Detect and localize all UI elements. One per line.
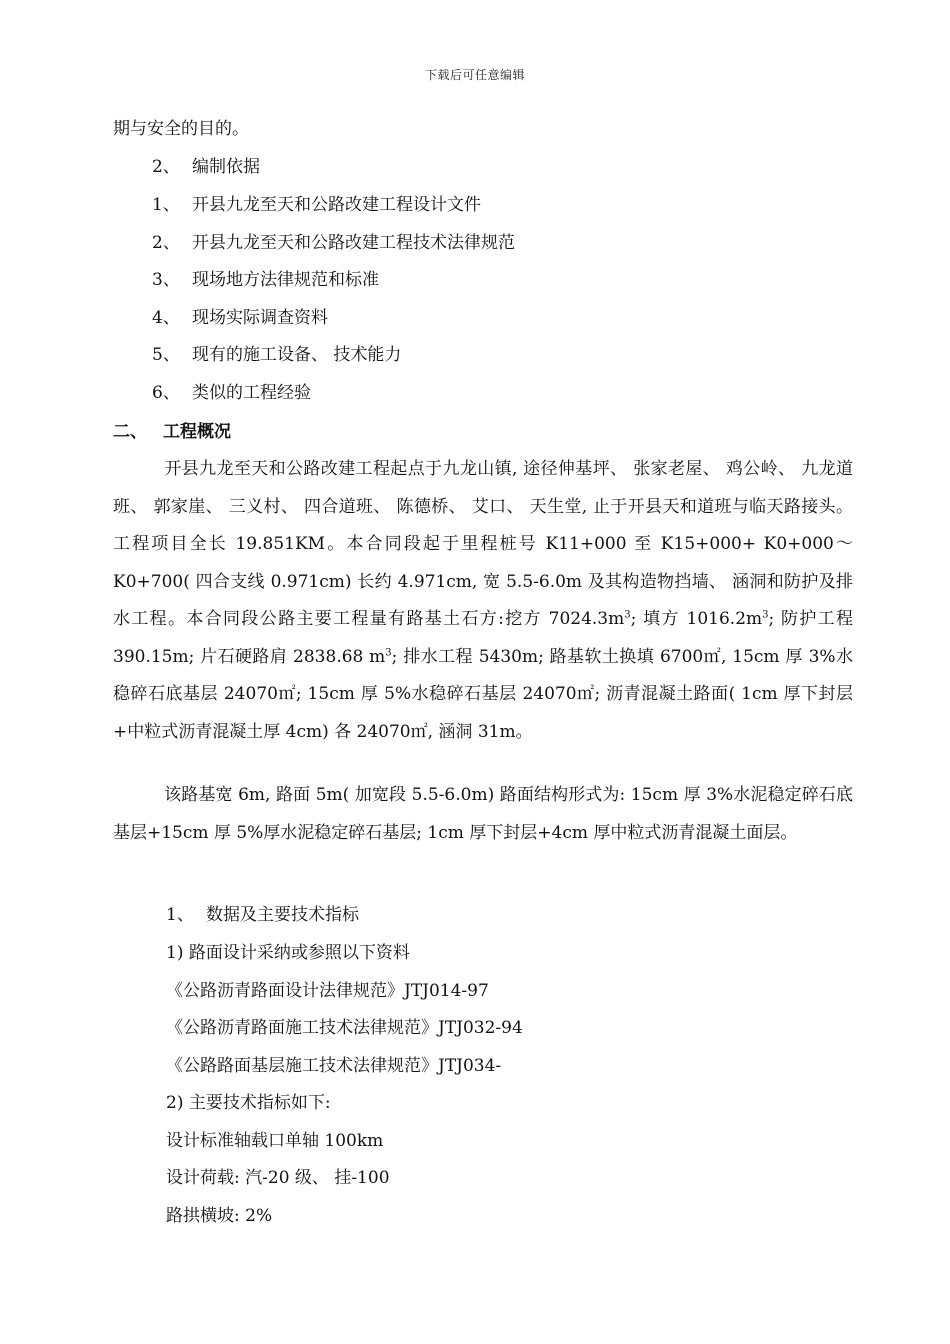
basis-item-number: 2、 [152, 233, 180, 253]
reference-intro: 1) 路面设计采纳或参照以下资料 [166, 943, 410, 963]
reference-item-2: 《公路沥青路面施工技术法律规范》JTJ032-94 [166, 1018, 523, 1038]
basis-item-text: 类似的工程经验 [192, 383, 311, 403]
spec-item-2: 设计荷载: 汽-20 级、 挂-100 [166, 1168, 390, 1188]
basis-item-1 [152, 193, 481, 217]
basis-item-number: 3、 [152, 270, 180, 290]
continuation-line: 期与安全的目的。 [113, 119, 249, 139]
structure-text: 该路基宽 6m, 路面 5m( 加宽段 5.5-6.0m) 路面结构形式为: 15cm 厚 3%水泥稳定碎石底基层+15cm 厚 5%厚水泥稳定碎石基层; 1cm 厚下封层+4cm 厚中粒式沥青混凝土面层。 [113, 785, 853, 843]
basis-item-number: 1、 [152, 195, 180, 215]
basis-item-2 [152, 231, 515, 255]
superscript: 3 [762, 609, 769, 621]
structure-paragraph [113, 777, 853, 852]
indicators-number: 1、 [166, 905, 194, 925]
section-heading [113, 420, 231, 444]
basis-item-number: 5、 [152, 345, 180, 365]
overview-text-c: ; 防护工程 390.15m; 片石硬路肩 2838.68 m [113, 609, 854, 667]
page-header: 下载后可任意编辑 [424, 68, 525, 82]
basis-item-text: 开县九龙至天和公路改建工程技术法律规范 [192, 233, 515, 253]
basis-item-text: 现有的施工设备、 技术能力 [192, 345, 402, 365]
basis-heading [152, 155, 260, 179]
specs-intro: 2) 主要技术指标如下: [166, 1093, 331, 1113]
spec-item-1: 设计标准轴载口单轴 100km [166, 1131, 384, 1151]
section-number: 二、 [113, 422, 147, 442]
indicators-title: 数据及主要技术指标 [206, 905, 359, 925]
basis-item-number: 6、 [152, 383, 180, 403]
basis-item-text: 现场地方法律规范和标准 [192, 270, 379, 290]
section-title: 工程概况 [163, 422, 231, 442]
overview-text-d: ; 排水工程 5430m; 路基软土换填 6700㎡, 15cm 厚 3%水稳碎石底基层 24070㎡; 15cm 厚 5%水稳碎石基层 24070㎡; 沥青混凝土路面( 1cm 厚下封层+中粒式沥青混凝土厚 4cm) 各 24070㎡, 涵洞 31m。 [113, 646, 853, 742]
basis-item-4 [152, 306, 328, 330]
basis-item-6 [152, 381, 311, 405]
basis-item-5 [152, 343, 401, 367]
basis-item-3 [152, 268, 379, 292]
basis-item-text: 开县九龙至天和公路改建工程设计文件 [192, 195, 481, 215]
superscript: 3 [385, 646, 392, 658]
basis-number: 2、 [152, 157, 180, 177]
spec-item-3: 路拱横坡: 2% [166, 1206, 273, 1226]
reference-item-1: 《公路沥青路面设计法律规范》JTJ014-97 [166, 981, 489, 1001]
overview-text-a: 开县九龙至天和公路改建工程起点于九龙山镇, 途径伸基坪、 张家老屋、 鸡公岭、 九龙道班、 郭家崖、 三义村、 四合道班、 陈德桥、 艾口、 天生堂, 止于开县天和道班与临天路接头。工程项目全长 19.851KM。本合同段起于里程桩号 K11+000 至 K15+000+ K0+000～K0+700( 四合支线 0.971cm) 长约 4.971cm, 宽 5.5-6.0m 及其构造物挡墙、 涵洞和防护及排水工程。本合同段公路主要工程量有路基土石方:挖方 7024.3m [113, 459, 853, 629]
reference-item-3: 《公路路面基层施工技术法律规范》JTJ034- [166, 1056, 502, 1076]
overview-text-b: ; 填方 1016.2m [630, 609, 763, 629]
basis-title: 编制依据 [192, 157, 260, 177]
indicators-heading [166, 903, 359, 927]
basis-item-text: 现场实际调查资料 [192, 308, 328, 328]
overview-paragraph [113, 451, 853, 751]
superscript: 3 [624, 609, 631, 621]
basis-item-number: 4、 [152, 308, 180, 328]
